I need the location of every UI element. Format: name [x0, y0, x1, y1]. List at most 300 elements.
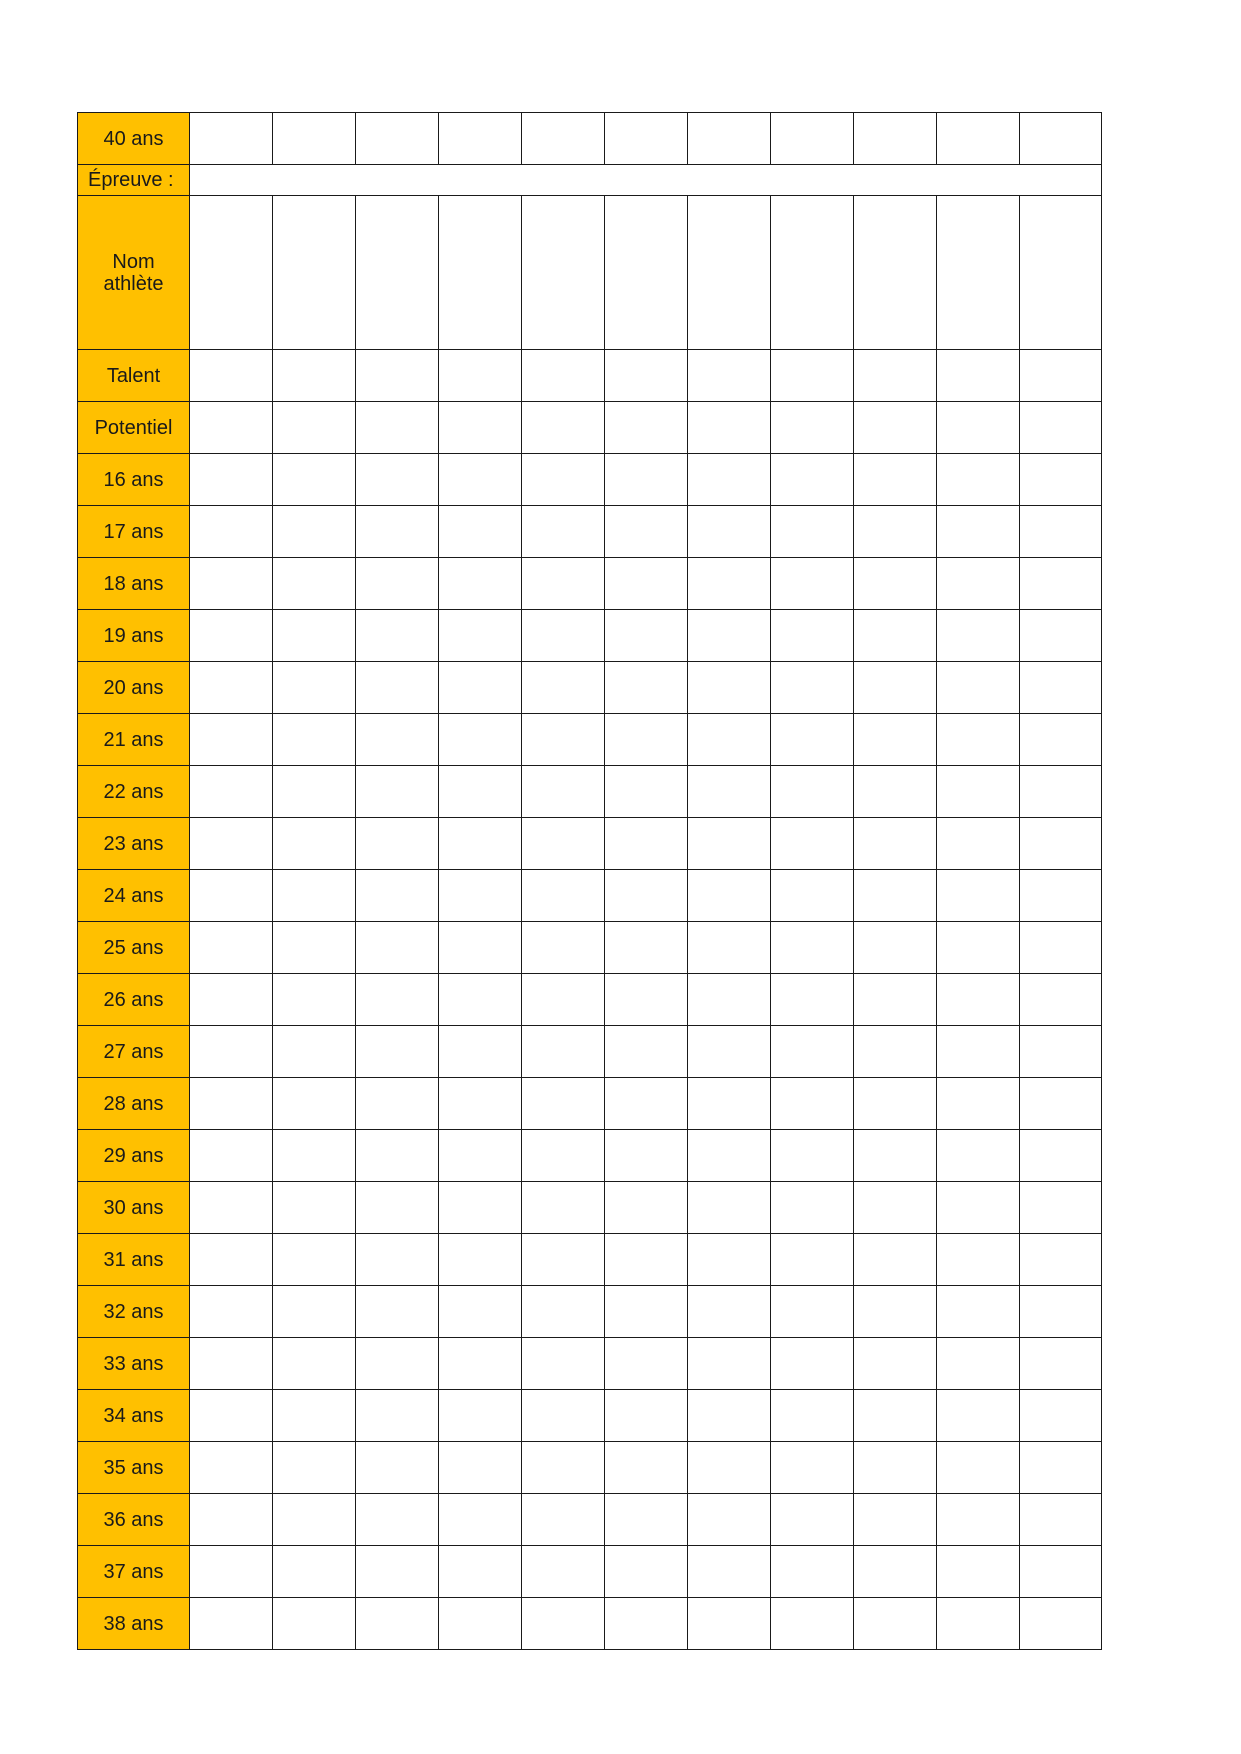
athlete-cell[interactable] — [190, 454, 273, 506]
athlete-cell[interactable] — [854, 766, 937, 818]
athlete-cell[interactable] — [190, 1390, 273, 1442]
athlete-cell[interactable] — [937, 1442, 1020, 1494]
athlete-cell[interactable] — [356, 558, 439, 610]
athlete-cell[interactable] — [439, 113, 522, 165]
athlete-cell[interactable] — [190, 1078, 273, 1130]
athlete-cell[interactable] — [688, 1546, 771, 1598]
athlete-cell[interactable] — [937, 350, 1020, 402]
athlete-cell[interactable] — [937, 1078, 1020, 1130]
athlete-cell[interactable] — [522, 1026, 605, 1078]
athlete-cell[interactable] — [1020, 766, 1102, 818]
athlete-cell[interactable] — [771, 1546, 854, 1598]
athlete-cell[interactable] — [273, 1494, 356, 1546]
athlete-cell[interactable] — [522, 1182, 605, 1234]
athlete-cell[interactable] — [522, 558, 605, 610]
athlete-cell[interactable] — [273, 766, 356, 818]
athlete-cell[interactable] — [273, 974, 356, 1026]
athlete-cell[interactable] — [688, 610, 771, 662]
athlete-cell[interactable] — [190, 610, 273, 662]
athlete-cell[interactable] — [439, 402, 522, 454]
athlete-cell[interactable] — [522, 1442, 605, 1494]
athlete-cell[interactable] — [771, 922, 854, 974]
athlete-cell[interactable] — [439, 1598, 522, 1650]
athlete-cell[interactable] — [605, 454, 688, 506]
athlete-cell[interactable] — [273, 402, 356, 454]
athlete-cell[interactable] — [522, 870, 605, 922]
athlete-cell[interactable] — [771, 974, 854, 1026]
athlete-cell[interactable] — [439, 610, 522, 662]
athlete-cell[interactable] — [273, 1130, 356, 1182]
athlete-cell[interactable] — [854, 610, 937, 662]
athlete-cell[interactable] — [1020, 350, 1102, 402]
athlete-cell[interactable] — [1020, 1546, 1102, 1598]
athlete-cell[interactable] — [1020, 1130, 1102, 1182]
athlete-cell[interactable] — [854, 196, 937, 350]
athlete-cell[interactable] — [937, 506, 1020, 558]
athlete-cell[interactable] — [273, 196, 356, 350]
athlete-cell[interactable] — [688, 1182, 771, 1234]
athlete-cell[interactable] — [356, 1078, 439, 1130]
athlete-cell[interactable] — [356, 350, 439, 402]
athlete-cell[interactable] — [273, 1390, 356, 1442]
athlete-cell[interactable] — [439, 1494, 522, 1546]
athlete-cell[interactable] — [190, 1026, 273, 1078]
athlete-cell[interactable] — [605, 714, 688, 766]
athlete-cell[interactable] — [771, 610, 854, 662]
athlete-cell[interactable] — [356, 402, 439, 454]
athlete-cell[interactable] — [439, 662, 522, 714]
athlete-cell[interactable] — [522, 1598, 605, 1650]
athlete-cell[interactable] — [356, 974, 439, 1026]
athlete-cell[interactable] — [771, 1234, 854, 1286]
athlete-cell[interactable] — [605, 1026, 688, 1078]
athlete-cell[interactable] — [605, 870, 688, 922]
athlete-cell[interactable] — [273, 454, 356, 506]
athlete-cell[interactable] — [190, 662, 273, 714]
athlete-cell[interactable] — [1020, 196, 1102, 350]
athlete-cell[interactable] — [1020, 1234, 1102, 1286]
athlete-cell[interactable] — [688, 1442, 771, 1494]
athlete-cell[interactable] — [356, 1338, 439, 1390]
athlete-cell[interactable] — [190, 1442, 273, 1494]
athlete-cell[interactable] — [688, 974, 771, 1026]
athlete-cell[interactable] — [522, 974, 605, 1026]
athlete-cell[interactable] — [771, 766, 854, 818]
athlete-cell[interactable] — [854, 1234, 937, 1286]
athlete-cell[interactable] — [273, 558, 356, 610]
athlete-cell[interactable] — [937, 113, 1020, 165]
athlete-cell[interactable] — [854, 870, 937, 922]
athlete-cell[interactable] — [854, 1598, 937, 1650]
athlete-cell[interactable] — [356, 766, 439, 818]
athlete-cell[interactable] — [439, 1078, 522, 1130]
athlete-cell[interactable] — [190, 922, 273, 974]
athlete-cell[interactable] — [190, 196, 273, 350]
athlete-cell[interactable] — [688, 1494, 771, 1546]
athlete-cell[interactable] — [854, 1338, 937, 1390]
athlete-cell[interactable] — [356, 1546, 439, 1598]
athlete-cell[interactable] — [854, 662, 937, 714]
athlete-cell[interactable] — [688, 714, 771, 766]
athlete-cell[interactable] — [273, 922, 356, 974]
athlete-cell[interactable] — [190, 350, 273, 402]
athlete-cell[interactable] — [356, 1182, 439, 1234]
athlete-cell[interactable] — [771, 402, 854, 454]
athlete-cell[interactable] — [688, 196, 771, 350]
athlete-cell[interactable] — [1020, 1494, 1102, 1546]
athlete-cell[interactable] — [771, 1442, 854, 1494]
athlete-cell[interactable] — [356, 506, 439, 558]
athlete-cell[interactable] — [605, 558, 688, 610]
athlete-cell[interactable] — [688, 662, 771, 714]
athlete-cell[interactable] — [356, 610, 439, 662]
athlete-cell[interactable] — [356, 113, 439, 165]
athlete-cell[interactable] — [356, 196, 439, 350]
athlete-cell[interactable] — [522, 818, 605, 870]
athlete-cell[interactable] — [439, 922, 522, 974]
athlete-cell[interactable] — [356, 818, 439, 870]
athlete-cell[interactable] — [605, 974, 688, 1026]
athlete-cell[interactable] — [439, 350, 522, 402]
athlete-cell[interactable] — [1020, 922, 1102, 974]
athlete-cell[interactable] — [1020, 662, 1102, 714]
athlete-cell[interactable] — [273, 1026, 356, 1078]
athlete-cell[interactable] — [1020, 974, 1102, 1026]
athlete-cell[interactable] — [937, 1390, 1020, 1442]
athlete-cell[interactable] — [190, 818, 273, 870]
athlete-cell[interactable] — [439, 1546, 522, 1598]
athlete-cell[interactable] — [854, 1130, 937, 1182]
athlete-cell[interactable] — [273, 113, 356, 165]
athlete-cell[interactable] — [439, 506, 522, 558]
athlete-cell[interactable] — [1020, 1598, 1102, 1650]
athlete-cell[interactable] — [688, 818, 771, 870]
athlete-cell[interactable] — [937, 1598, 1020, 1650]
athlete-cell[interactable] — [522, 506, 605, 558]
athlete-cell[interactable] — [439, 870, 522, 922]
athlete-cell[interactable] — [854, 1078, 937, 1130]
age-row-label: 29 ans — [78, 1130, 190, 1182]
athlete-cell[interactable] — [854, 402, 937, 454]
athlete-cell[interactable] — [190, 1286, 273, 1338]
athlete-cell[interactable] — [688, 1390, 771, 1442]
athlete-cell[interactable] — [605, 1338, 688, 1390]
athlete-cell[interactable] — [273, 818, 356, 870]
athlete-cell[interactable] — [771, 454, 854, 506]
athlete-cell[interactable] — [273, 1442, 356, 1494]
athlete-cell[interactable] — [605, 1182, 688, 1234]
athlete-cell[interactable] — [688, 506, 771, 558]
athlete-cell[interactable] — [190, 974, 273, 1026]
athlete-cell[interactable] — [771, 196, 854, 350]
athlete-cell[interactable] — [688, 1078, 771, 1130]
athlete-cell[interactable] — [688, 1598, 771, 1650]
athlete-cell[interactable] — [356, 1598, 439, 1650]
athlete-cell[interactable] — [190, 1234, 273, 1286]
athlete-cell[interactable] — [190, 113, 273, 165]
athlete-cell[interactable] — [605, 922, 688, 974]
athlete-cell[interactable] — [771, 350, 854, 402]
athlete-cell[interactable] — [854, 1442, 937, 1494]
athlete-cell[interactable] — [356, 1286, 439, 1338]
athlete-cell[interactable] — [522, 766, 605, 818]
athlete-cell[interactable] — [190, 1598, 273, 1650]
athlete-cell[interactable] — [522, 196, 605, 350]
athlete-cell[interactable] — [771, 1130, 854, 1182]
athlete-cell[interactable] — [605, 196, 688, 350]
athlete-cell[interactable] — [273, 350, 356, 402]
athlete-cell[interactable] — [937, 558, 1020, 610]
athlete-cell[interactable] — [190, 870, 273, 922]
athlete-cell[interactable] — [356, 870, 439, 922]
athlete-cell[interactable] — [1020, 818, 1102, 870]
athlete-cell[interactable] — [190, 1182, 273, 1234]
athlete-cell[interactable] — [937, 196, 1020, 350]
athlete-cell[interactable] — [937, 1286, 1020, 1338]
athlete-cell[interactable] — [1020, 1442, 1102, 1494]
athlete-cell[interactable] — [771, 662, 854, 714]
athlete-cell[interactable] — [771, 1182, 854, 1234]
athlete-cell[interactable] — [439, 1130, 522, 1182]
athlete-cell[interactable] — [771, 1598, 854, 1650]
athlete-cell[interactable] — [273, 1598, 356, 1650]
athlete-cell[interactable] — [688, 1286, 771, 1338]
athlete-cell[interactable] — [1020, 1078, 1102, 1130]
athlete-cell[interactable] — [854, 1026, 937, 1078]
athlete-cell[interactable] — [937, 1234, 1020, 1286]
athlete-cell[interactable] — [854, 714, 937, 766]
athlete-cell[interactable] — [356, 1442, 439, 1494]
athlete-cell[interactable] — [937, 1494, 1020, 1546]
athlete-cell[interactable] — [937, 818, 1020, 870]
athlete-cell[interactable] — [356, 714, 439, 766]
athlete-cell[interactable] — [522, 1078, 605, 1130]
athlete-cell[interactable] — [522, 1338, 605, 1390]
athlete-cell[interactable] — [854, 1182, 937, 1234]
athlete-cell[interactable] — [273, 610, 356, 662]
event-input-cell[interactable] — [190, 165, 1102, 196]
athlete-cell[interactable] — [522, 402, 605, 454]
athlete-cell[interactable] — [605, 818, 688, 870]
athlete-cell[interactable] — [854, 922, 937, 974]
athlete-cell[interactable] — [1020, 1390, 1102, 1442]
athlete-cell[interactable] — [522, 1286, 605, 1338]
athlete-cell[interactable] — [1020, 714, 1102, 766]
athlete-cell[interactable] — [522, 1234, 605, 1286]
athlete-cell[interactable] — [688, 1026, 771, 1078]
athlete-cell[interactable] — [1020, 454, 1102, 506]
athlete-cell[interactable] — [688, 870, 771, 922]
athlete-cell[interactable] — [771, 506, 854, 558]
athlete-cell[interactable] — [937, 1182, 1020, 1234]
athlete-cell[interactable] — [1020, 870, 1102, 922]
athlete-cell[interactable] — [522, 1390, 605, 1442]
athlete-cell[interactable] — [439, 1390, 522, 1442]
athlete-cell[interactable] — [190, 506, 273, 558]
athlete-cell[interactable] — [605, 1442, 688, 1494]
athlete-cell[interactable] — [190, 402, 273, 454]
athlete-cell[interactable] — [356, 1390, 439, 1442]
athlete-cell[interactable] — [522, 1130, 605, 1182]
athlete-cell[interactable] — [605, 350, 688, 402]
athlete-cell[interactable] — [439, 1234, 522, 1286]
athlete-cell[interactable] — [273, 1338, 356, 1390]
athlete-cell[interactable] — [854, 818, 937, 870]
athlete-cell[interactable] — [771, 818, 854, 870]
athlete-cell[interactable] — [439, 714, 522, 766]
athlete-cell[interactable] — [1020, 610, 1102, 662]
athlete-cell[interactable] — [190, 1130, 273, 1182]
athlete-cell[interactable] — [273, 870, 356, 922]
athlete-cell[interactable] — [356, 1026, 439, 1078]
athlete-cell[interactable] — [1020, 1286, 1102, 1338]
athlete-cell[interactable] — [1020, 558, 1102, 610]
athlete-cell[interactable] — [439, 1286, 522, 1338]
athlete-cell[interactable] — [605, 1286, 688, 1338]
athlete-cell[interactable] — [771, 1338, 854, 1390]
athlete-cell[interactable] — [771, 1390, 854, 1442]
athlete-cell[interactable] — [356, 454, 439, 506]
athlete-cell[interactable] — [439, 454, 522, 506]
athlete-cell[interactable] — [937, 1026, 1020, 1078]
athlete-cell[interactable] — [937, 454, 1020, 506]
athlete-cell[interactable] — [190, 714, 273, 766]
athlete-cell[interactable] — [688, 454, 771, 506]
athlete-cell[interactable] — [522, 350, 605, 402]
athlete-cell[interactable] — [854, 506, 937, 558]
athlete-cell[interactable] — [937, 1130, 1020, 1182]
athlete-cell[interactable] — [605, 1546, 688, 1598]
athlete-cell[interactable] — [439, 1026, 522, 1078]
athlete-cell[interactable] — [273, 506, 356, 558]
athlete-cell[interactable] — [439, 766, 522, 818]
athlete-cell[interactable] — [190, 766, 273, 818]
athlete-cell[interactable] — [605, 1078, 688, 1130]
athlete-cell[interactable] — [854, 558, 937, 610]
athlete-cell[interactable] — [1020, 1026, 1102, 1078]
athlete-cell[interactable] — [688, 113, 771, 165]
athlete-cell[interactable] — [771, 870, 854, 922]
athlete-cell[interactable] — [688, 1338, 771, 1390]
athlete-cell[interactable] — [688, 1130, 771, 1182]
athlete-cell[interactable] — [439, 558, 522, 610]
athlete-cell[interactable] — [854, 1546, 937, 1598]
athlete-cell[interactable] — [771, 714, 854, 766]
athlete-cell[interactable] — [688, 922, 771, 974]
athlete-cell[interactable] — [688, 1234, 771, 1286]
athlete-cell[interactable] — [937, 402, 1020, 454]
athlete-cell[interactable] — [439, 196, 522, 350]
athlete-cell[interactable] — [273, 1078, 356, 1130]
athlete-cell[interactable] — [522, 922, 605, 974]
athlete-cell[interactable] — [605, 402, 688, 454]
athlete-cell[interactable] — [273, 1286, 356, 1338]
athlete-cell[interactable] — [688, 766, 771, 818]
athlete-cell[interactable] — [273, 1234, 356, 1286]
athlete-cell[interactable] — [771, 1286, 854, 1338]
athlete-cell[interactable] — [1020, 1338, 1102, 1390]
athlete-cell[interactable] — [439, 1338, 522, 1390]
athlete-cell[interactable] — [605, 1494, 688, 1546]
athlete-cell[interactable] — [439, 1442, 522, 1494]
athlete-cell[interactable] — [605, 662, 688, 714]
athlete-cell[interactable] — [1020, 506, 1102, 558]
athlete-cell[interactable] — [439, 818, 522, 870]
athlete-cell[interactable] — [522, 454, 605, 506]
athlete-cell[interactable] — [605, 113, 688, 165]
athlete-cell[interactable] — [771, 1078, 854, 1130]
athlete-cell[interactable] — [605, 1598, 688, 1650]
athlete-cell[interactable] — [190, 1338, 273, 1390]
athlete-cell[interactable] — [854, 1494, 937, 1546]
athlete-cell[interactable] — [937, 766, 1020, 818]
athlete-cell[interactable] — [937, 974, 1020, 1026]
athlete-cell[interactable] — [937, 1546, 1020, 1598]
athlete-cell[interactable] — [688, 350, 771, 402]
athlete-cell[interactable] — [356, 662, 439, 714]
athlete-cell[interactable] — [937, 662, 1020, 714]
athlete-cell[interactable] — [937, 1338, 1020, 1390]
athlete-cell[interactable] — [605, 506, 688, 558]
athlete-cell[interactable] — [854, 1286, 937, 1338]
athlete-cell[interactable] — [771, 1494, 854, 1546]
athlete-cell[interactable] — [356, 1130, 439, 1182]
athlete-cell[interactable] — [688, 558, 771, 610]
athlete-cell[interactable] — [522, 714, 605, 766]
athlete-cell[interactable] — [522, 1494, 605, 1546]
athlete-cell[interactable] — [605, 1234, 688, 1286]
athlete-cell[interactable] — [605, 610, 688, 662]
athlete-cell[interactable] — [439, 974, 522, 1026]
athlete-cell[interactable] — [854, 974, 937, 1026]
athlete-cell[interactable] — [522, 1546, 605, 1598]
athlete-cell[interactable] — [1020, 113, 1102, 165]
athlete-cell[interactable] — [356, 922, 439, 974]
athlete-cell[interactable] — [605, 766, 688, 818]
athlete-cell[interactable] — [522, 662, 605, 714]
athlete-cell[interactable] — [937, 870, 1020, 922]
athlete-cell[interactable] — [356, 1234, 439, 1286]
athlete-cell[interactable] — [854, 454, 937, 506]
athlete-cell[interactable] — [771, 1026, 854, 1078]
athlete-cell[interactable] — [1020, 1182, 1102, 1234]
athlete-cell[interactable] — [273, 1546, 356, 1598]
athlete-cell[interactable] — [439, 1182, 522, 1234]
athlete-cell[interactable] — [854, 113, 937, 165]
athlete-cell[interactable] — [190, 558, 273, 610]
athlete-cell[interactable] — [605, 1390, 688, 1442]
athlete-cell[interactable] — [937, 922, 1020, 974]
athlete-cell[interactable] — [522, 610, 605, 662]
athlete-cell[interactable] — [522, 113, 605, 165]
row-athlete-name — [78, 196, 1102, 350]
athlete-cell[interactable] — [273, 662, 356, 714]
athlete-cell[interactable] — [688, 402, 771, 454]
athlete-cell[interactable] — [605, 1130, 688, 1182]
athlete-cell[interactable] — [273, 1182, 356, 1234]
athlete-cell[interactable] — [771, 558, 854, 610]
athlete-cell[interactable] — [356, 1494, 439, 1546]
athlete-cell[interactable] — [190, 1546, 273, 1598]
athlete-cell[interactable] — [937, 610, 1020, 662]
athlete-cell[interactable] — [771, 113, 854, 165]
athlete-cell[interactable] — [937, 714, 1020, 766]
athlete-cell[interactable] — [854, 1390, 937, 1442]
athlete-cell[interactable] — [1020, 402, 1102, 454]
athlete-cell[interactable] — [273, 714, 356, 766]
athlete-cell[interactable] — [190, 1494, 273, 1546]
athlete-cell[interactable] — [854, 350, 937, 402]
